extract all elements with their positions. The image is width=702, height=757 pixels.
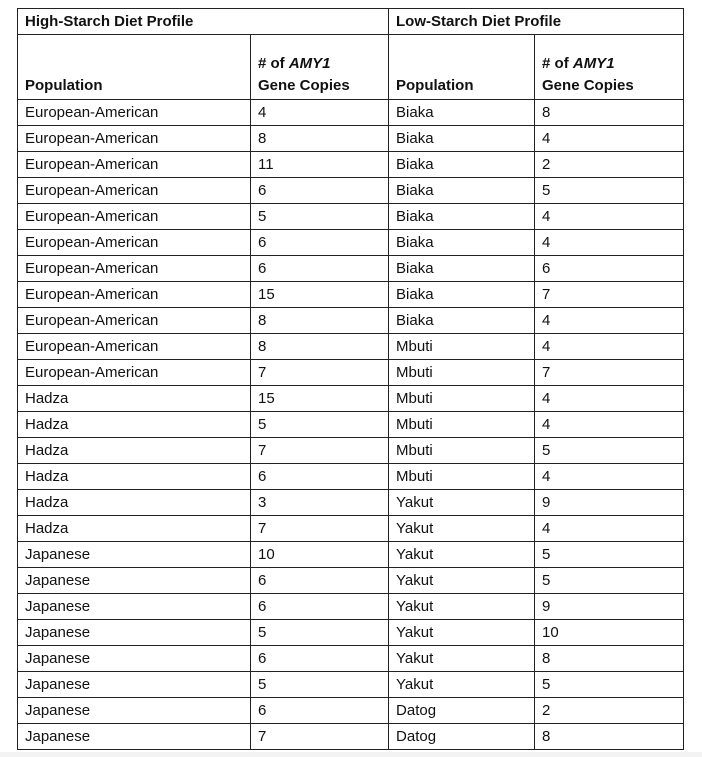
high-copies-cell: 11 bbox=[251, 152, 389, 178]
high-starch-group-title: High-Starch Diet Profile bbox=[18, 9, 389, 35]
high-copies-cell: 8 bbox=[251, 334, 389, 360]
low-population-cell: Biaka bbox=[389, 282, 535, 308]
high-population-cell: Hadza bbox=[18, 490, 251, 516]
table-row bbox=[18, 256, 684, 282]
low-copies-cell: 5 bbox=[535, 542, 684, 568]
low-population-cell: Yakut bbox=[389, 646, 535, 672]
low-copies-cell: 2 bbox=[535, 152, 684, 178]
high-copies-cell: 8 bbox=[251, 308, 389, 334]
table-row bbox=[18, 386, 684, 412]
low-copies-cell: 2 bbox=[535, 698, 684, 724]
high-copies-cell: 10 bbox=[251, 542, 389, 568]
low-population-cell: Yakut bbox=[389, 516, 535, 542]
high-copies-cell: 6 bbox=[251, 256, 389, 282]
table-row bbox=[18, 334, 684, 360]
high-copies-cell: 6 bbox=[251, 178, 389, 204]
low-population-cell: Biaka bbox=[389, 100, 535, 126]
high-population-cell: European-American bbox=[18, 178, 251, 204]
high-population-cell: European-American bbox=[18, 308, 251, 334]
table-row bbox=[18, 100, 684, 126]
low-copies-cell: 4 bbox=[535, 412, 684, 438]
high-population-cell: Hadza bbox=[18, 464, 251, 490]
low-population-cell: Mbuti bbox=[389, 386, 535, 412]
low-copies-cell: 9 bbox=[535, 490, 684, 516]
table-row bbox=[18, 568, 684, 594]
table-row bbox=[18, 126, 684, 152]
table-row bbox=[18, 724, 684, 750]
high-copies-cell: 5 bbox=[251, 672, 389, 698]
table-row bbox=[18, 464, 684, 490]
high-copies-cell: 5 bbox=[251, 412, 389, 438]
table-row bbox=[18, 178, 684, 204]
low-copies-header bbox=[535, 35, 684, 100]
low-copies-cell: 9 bbox=[535, 594, 684, 620]
high-copies-cell: 7 bbox=[251, 516, 389, 542]
high-population-cell: European-American bbox=[18, 204, 251, 230]
low-copies-cell: 7 bbox=[535, 360, 684, 386]
table-row bbox=[18, 282, 684, 308]
low-starch-group-title: Low-Starch Diet Profile bbox=[389, 9, 684, 35]
table-row bbox=[18, 516, 684, 542]
high-copies-cell: 5 bbox=[251, 620, 389, 646]
low-copies-cell: 8 bbox=[535, 724, 684, 750]
high-population-header: Population bbox=[18, 35, 251, 100]
low-population-cell: Datog bbox=[389, 724, 535, 750]
column-header-row bbox=[18, 35, 684, 100]
high-copies-cell: 7 bbox=[251, 360, 389, 386]
low-copies-cell: 5 bbox=[535, 568, 684, 594]
high-copies-cell: 5 bbox=[251, 204, 389, 230]
table-row bbox=[18, 308, 684, 334]
high-population-cell: European-American bbox=[18, 334, 251, 360]
table-row bbox=[18, 438, 684, 464]
low-copies-cell: 4 bbox=[535, 230, 684, 256]
low-copies-cell: 5 bbox=[535, 672, 684, 698]
low-copies-cell: 4 bbox=[535, 126, 684, 152]
low-copies-cell: 8 bbox=[535, 100, 684, 126]
high-population-cell: Hadza bbox=[18, 412, 251, 438]
table-row bbox=[18, 360, 684, 386]
high-population-cell: Japanese bbox=[18, 672, 251, 698]
low-population-cell: Yakut bbox=[389, 542, 535, 568]
low-copies-cell: 4 bbox=[535, 308, 684, 334]
low-population-cell: Yakut bbox=[389, 490, 535, 516]
table-row bbox=[18, 204, 684, 230]
low-copies-cell: 6 bbox=[535, 256, 684, 282]
high-copies-cell: 6 bbox=[251, 464, 389, 490]
page-bottom-edge bbox=[0, 752, 702, 757]
high-copies-cell: 6 bbox=[251, 698, 389, 724]
low-copies-cell: 4 bbox=[535, 334, 684, 360]
low-population-cell: Biaka bbox=[389, 178, 535, 204]
low-copies-cell: 4 bbox=[535, 204, 684, 230]
high-population-cell: European-American bbox=[18, 100, 251, 126]
low-population-cell: Yakut bbox=[389, 620, 535, 646]
high-copies-cell: 6 bbox=[251, 594, 389, 620]
high-copies-cell: 6 bbox=[251, 646, 389, 672]
low-population-cell: Yakut bbox=[389, 594, 535, 620]
table-row bbox=[18, 620, 684, 646]
low-population-cell: Biaka bbox=[389, 230, 535, 256]
low-copies-cell: 5 bbox=[535, 178, 684, 204]
table-row bbox=[18, 412, 684, 438]
copies-prefix: # of bbox=[542, 55, 573, 72]
gene-name: AMY1 bbox=[572, 55, 615, 72]
high-copies-cell: 7 bbox=[251, 438, 389, 464]
table-row bbox=[18, 646, 684, 672]
low-copies-cell: 5 bbox=[535, 438, 684, 464]
high-population-cell: Japanese bbox=[18, 542, 251, 568]
table-row bbox=[18, 152, 684, 178]
copies-prefix: # of bbox=[258, 55, 289, 72]
low-copies-cell: 4 bbox=[535, 386, 684, 412]
low-population-cell: Biaka bbox=[389, 126, 535, 152]
high-copies-cell: 15 bbox=[251, 386, 389, 412]
high-population-cell: Japanese bbox=[18, 646, 251, 672]
low-copies-cell: 4 bbox=[535, 464, 684, 490]
high-population-cell: European-American bbox=[18, 152, 251, 178]
low-population-cell: Mbuti bbox=[389, 464, 535, 490]
low-population-cell: Datog bbox=[389, 698, 535, 724]
table-row bbox=[18, 230, 684, 256]
low-copies-cell: 7 bbox=[535, 282, 684, 308]
high-copies-cell: 7 bbox=[251, 724, 389, 750]
table-row bbox=[18, 672, 684, 698]
high-copies-cell: 6 bbox=[251, 568, 389, 594]
copies-suffix: Gene Copies bbox=[258, 77, 350, 94]
table-row bbox=[18, 542, 684, 568]
table-row bbox=[18, 594, 684, 620]
high-copies-cell: 6 bbox=[251, 230, 389, 256]
high-population-cell: Japanese bbox=[18, 594, 251, 620]
low-population-cell: Biaka bbox=[389, 152, 535, 178]
low-population-cell: Biaka bbox=[389, 256, 535, 282]
high-population-cell: European-American bbox=[18, 256, 251, 282]
high-copies-cell: 4 bbox=[251, 100, 389, 126]
low-population-cell: Mbuti bbox=[389, 412, 535, 438]
group-header-row bbox=[18, 9, 684, 35]
high-population-cell: European-American bbox=[18, 282, 251, 308]
table-row bbox=[18, 698, 684, 724]
copies-suffix: Gene Copies bbox=[542, 77, 634, 94]
high-copies-cell: 8 bbox=[251, 126, 389, 152]
high-population-cell: Hadza bbox=[18, 438, 251, 464]
high-population-cell: Japanese bbox=[18, 724, 251, 750]
low-population-cell: Yakut bbox=[389, 672, 535, 698]
high-population-cell: European-American bbox=[18, 230, 251, 256]
low-copies-cell: 10 bbox=[535, 620, 684, 646]
table-row bbox=[18, 490, 684, 516]
high-copies-header bbox=[251, 35, 389, 100]
high-population-cell: Japanese bbox=[18, 698, 251, 724]
amy1-copy-number-table bbox=[17, 8, 684, 750]
high-population-cell: Hadza bbox=[18, 516, 251, 542]
low-population-header: Population bbox=[389, 35, 535, 100]
high-population-cell: European-American bbox=[18, 126, 251, 152]
low-population-cell: Mbuti bbox=[389, 360, 535, 386]
high-population-cell: Hadza bbox=[18, 386, 251, 412]
gene-name: AMY1 bbox=[288, 55, 331, 72]
low-population-cell: Biaka bbox=[389, 204, 535, 230]
low-population-cell: Biaka bbox=[389, 308, 535, 334]
low-population-cell: Mbuti bbox=[389, 438, 535, 464]
low-population-cell: Mbuti bbox=[389, 334, 535, 360]
high-population-cell: Japanese bbox=[18, 620, 251, 646]
high-copies-cell: 15 bbox=[251, 282, 389, 308]
low-population-cell: Yakut bbox=[389, 568, 535, 594]
high-population-cell: Japanese bbox=[18, 568, 251, 594]
low-copies-cell: 4 bbox=[535, 516, 684, 542]
high-population-cell: European-American bbox=[18, 360, 251, 386]
low-copies-cell: 8 bbox=[535, 646, 684, 672]
high-copies-cell: 3 bbox=[251, 490, 389, 516]
